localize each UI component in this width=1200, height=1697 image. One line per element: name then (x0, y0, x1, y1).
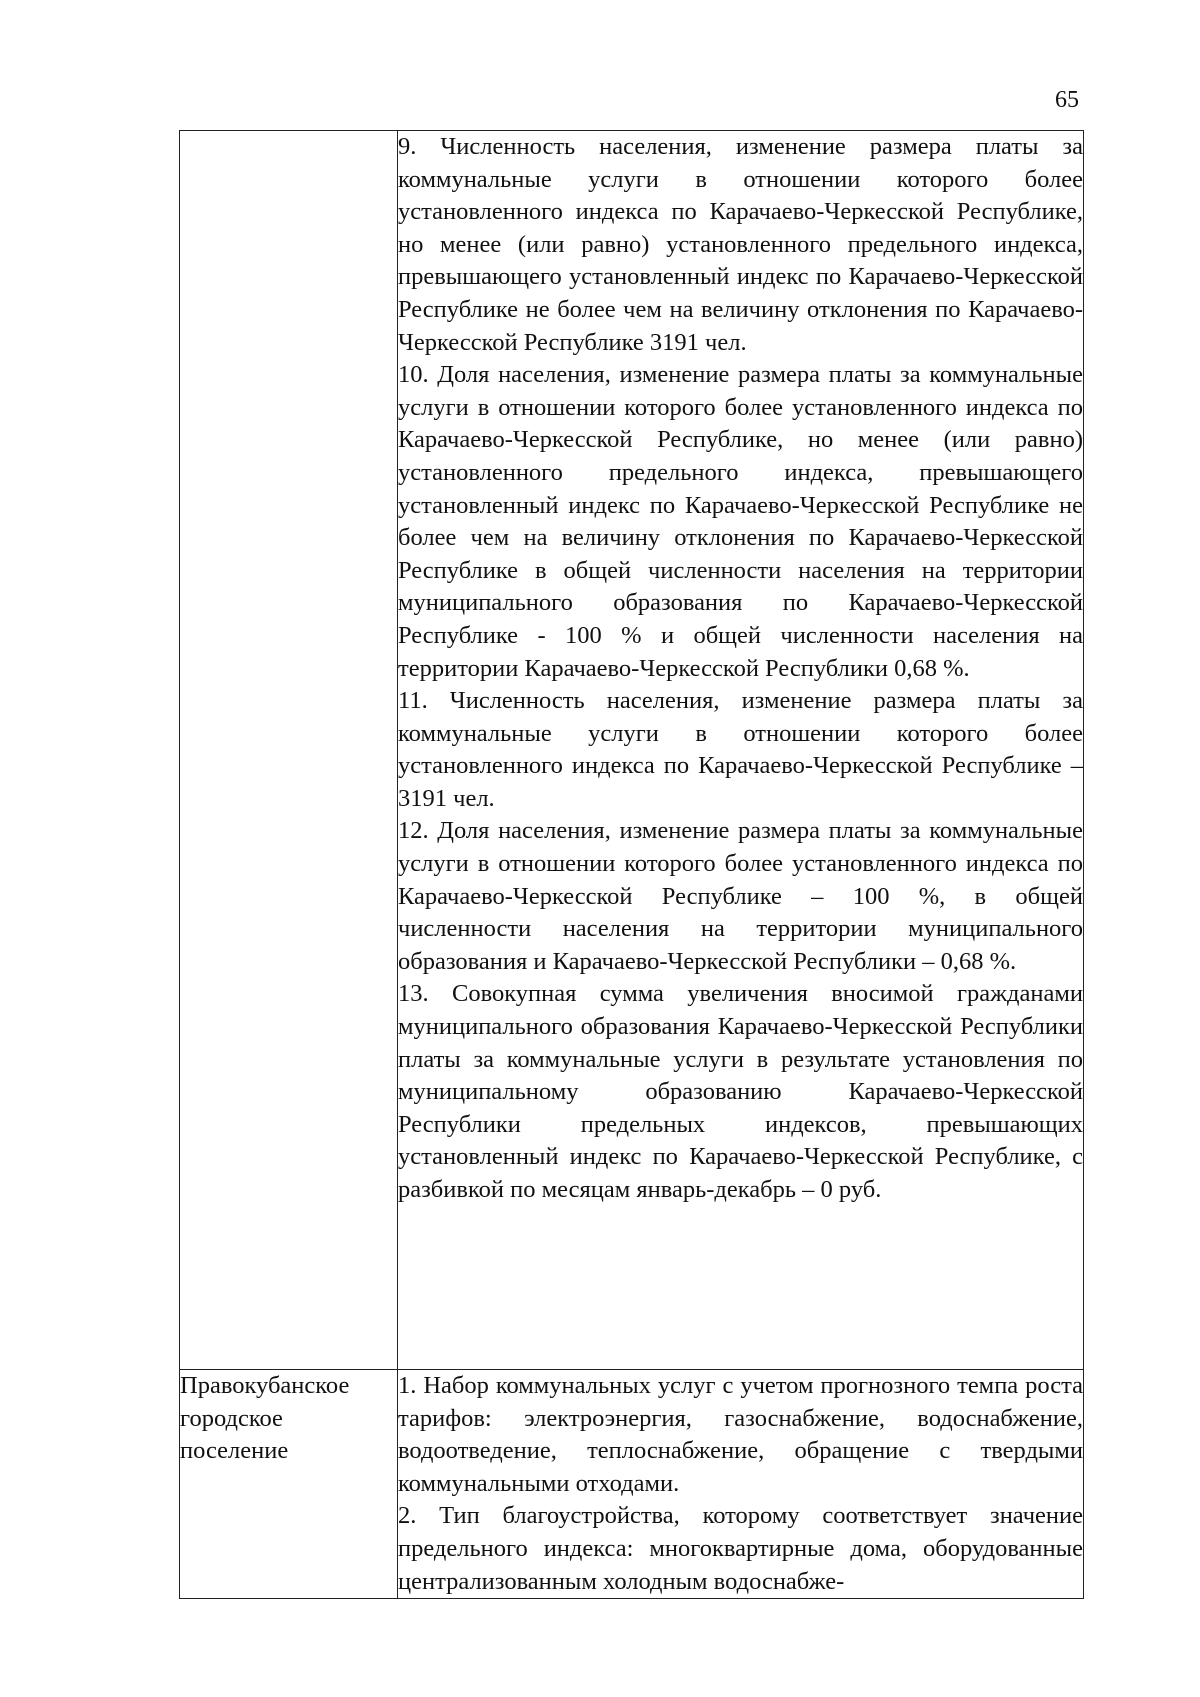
table-row (180, 1370, 1084, 1599)
table-row (180, 131, 1084, 1370)
municipality-cell: Правокубанское городское поселение (180, 1370, 398, 1599)
indicators-cell (398, 1370, 1084, 1599)
indicator-item: 11. Численность населения, изменение размера платы за коммунальные услуги в отношении которого более установленного индекса по Карачаево-Черкесской Республике – 3191 чел. (398, 687, 1083, 812)
indicator-item: 10. Доля населения, изменение размера платы за коммунальные услуги в отношении которого более установленного индекса по Карачаево-Черкесской Республике, но менее (или равно) установленного предельного индекса, превышающего установленный индекс по Карачаево-Черкесской Республике не более чем на величину отклонения по Карачаево-Черкесской Республике в общей численности населения на территории муниципального образования по Карачаево-Черкесской Республике - 100 % и общей численности населения на территории Карачаево-Черкесской Республики 0,68 %. (398, 361, 1083, 682)
indicator-item: 9. Численность населения, изменение размера платы за коммунальные услуги в отношении которого более установленного индекса по Карачаево-Черкесской Республике, но менее (или равно) установленного предельного индекса, превышающего установленный индекс по Карачаево-Черкесской Республике не более чем на величину отклонения по Карачаево-Черкесской Республике 3191 чел. (398, 133, 1083, 356)
municipality-cell (180, 131, 398, 1370)
page-number: 65 (1055, 87, 1079, 113)
indicator-item: 12. Доля населения, изменение размера платы за коммунальные услуги в отношении которого более установленного индекса по Карачаево-Черкесской Республике – 100 %, в общей численности населения на территории муниципального образования и Карачаево-Черкесской Республики – 0,68 %. (398, 817, 1083, 975)
indicators-cell (398, 131, 1084, 1370)
indicator-item: 2. Тип благоустройства, которому соответствует значение предельного индекса: многоквартирные дома, оборудованные централизованным холодным водоснабже- (398, 1502, 1083, 1595)
indicator-item: 1. Набор коммунальных услуг с учетом прогнозного темпа роста тарифов: электроэнергия, газоснабжение, водоснабжение, водоотведение, теплоснабжение, обращение с твердыми коммунальными отходами. (398, 1372, 1083, 1497)
indicators-table (179, 130, 1084, 1599)
indicator-item: 13. Совокупная сумма увеличения вносимой гражданами муниципального образования Карачаево-Черкесской Республики платы за коммунальные услуги в результате установления по муниципальному образованию Карачаево-Черкесской Республики предельных индексов, превышающих установленный индекс по Карачаево-Черкесской Республике, с разбивкой по месяцам январь-декабрь – 0 руб. (398, 980, 1083, 1203)
